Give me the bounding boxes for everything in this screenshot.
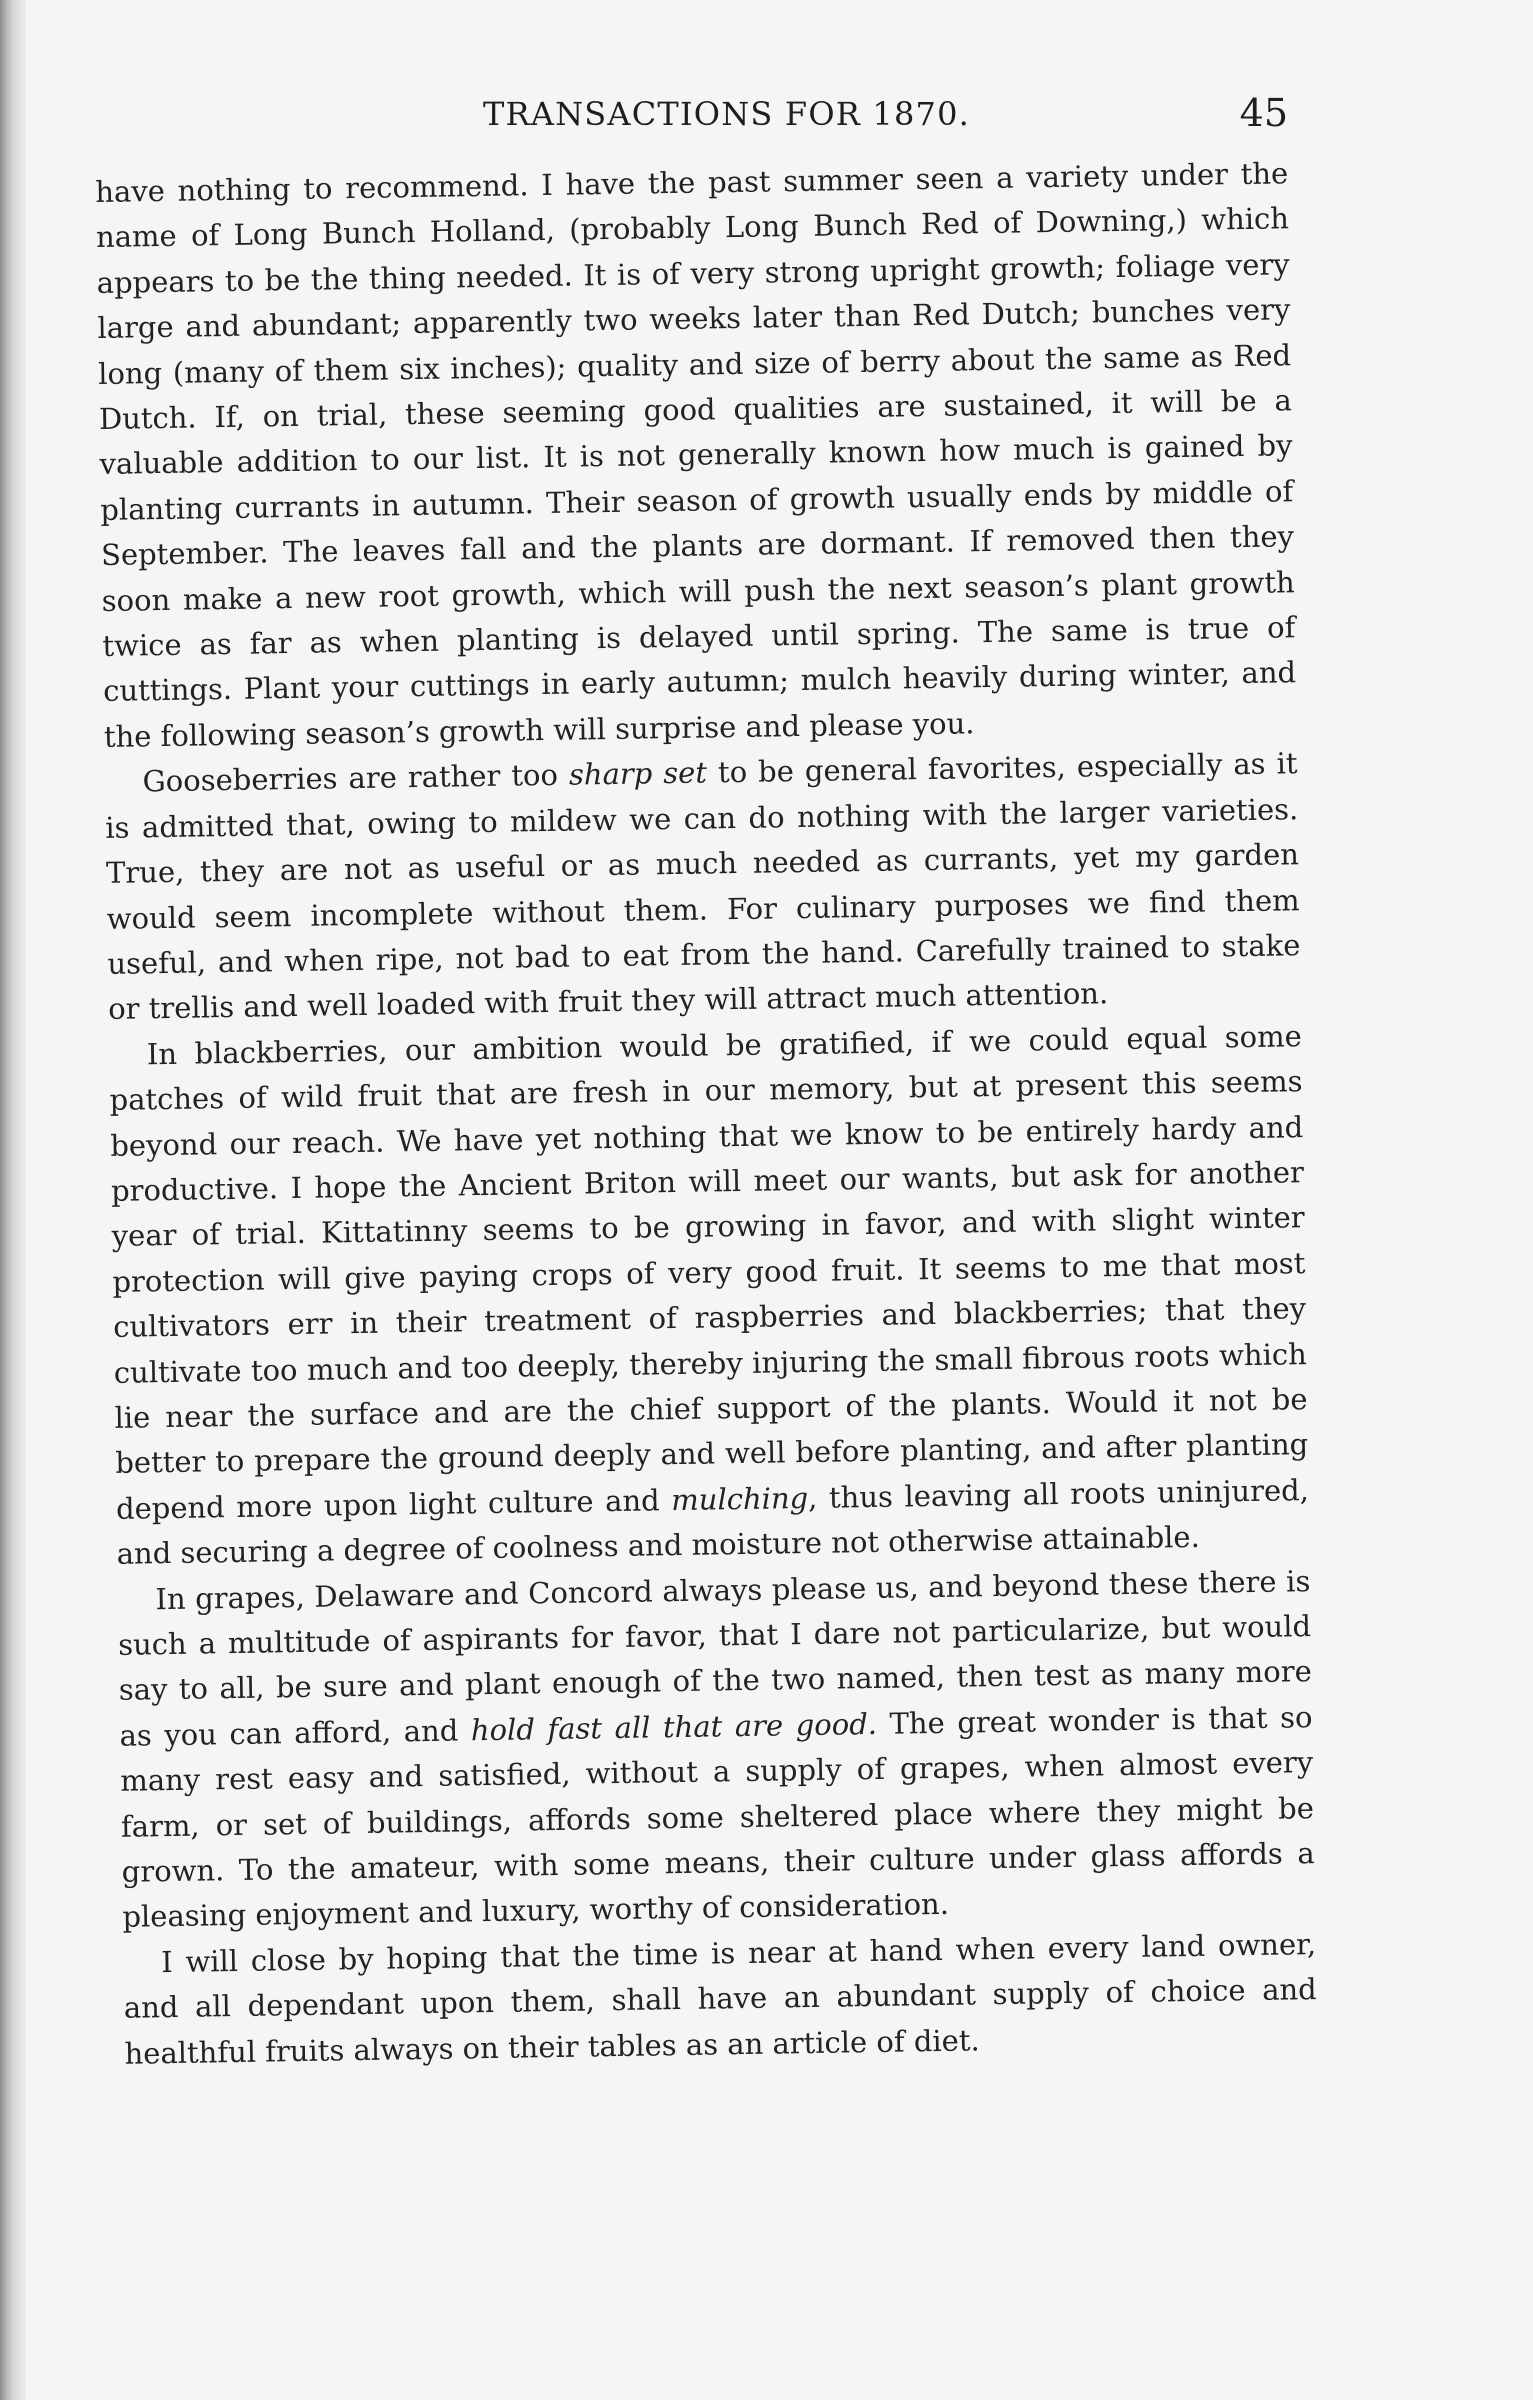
paragraph-currants [95,151,1297,760]
italic-phrase: sharp set [568,755,708,792]
page-gutter-shadow [0,0,26,2400]
paragraph-text: , thus leaving all roots uninjured, and securing a degree of coolness and moisture not otherwise attainable. [116,1472,1310,1572]
paragraph-text: The great wonder is that so many rest easy and satisfied, without a supply of grapes, when almost every farm, or set of buildings, affords some sheltered place where they might be grown. To the amateur, with some means, their culture under glass affords a pleasing enjoyment and luxury, worthy of consideration. [120,1699,1315,1935]
page-number: 45 [1239,91,1288,135]
paragraph-text: Gooseberries are rather too [142,757,570,799]
paragraph-text: In grapes, Delaware and Concord always please us, and beyond these there is such a multitude of aspirants for favor, that I dare not particularize, but would say to all, be sure and plant enough of the two named, then test as many more as you can afford, and [117,1563,1313,1753]
paragraph-blackberries [109,1014,1310,1578]
paragraph-text: In blackberries, our ambition would be gratified, if we could equal some patches of wild fruit that are fresh in our memory, but at present this seems beyond our reach. We have yet nothing that we know to be entirely hardy and productive. I hope the Ancient Briton will meet our wants, but ask for another year of trial. Kittatinny seems to be growing in favor, and with slight winter protection will give paying crops of very good fruit. It seems to me that most cultivators err in their treatment of raspberries and blackberries; that they cultivate too much and too deeply, thereby injuring the small fibrous roots which lie near the surface and are the chief support of the plants. Would it not be better to prepare the ground deeply and well before planting, and after planting depend more upon light culture and [109,1018,1309,1526]
paragraph-text: I will close by hoping that the time is near at hand when every land owner, and all dependant upon them, shall have an abundant supply of choice and healthful fruits always on their tables as an article of diet. [123,1926,1317,2071]
paragraph-text: to be general favorites, especially as it is admitted that, owing to mildew we can do nothing with the larger varieties. True, they are not as useful or as much needed as currants, yet my garden would seem incomplete without them. For culinary purposes we find them useful, and when ripe, not bad to eat from the hand. Carefully trained to stake or trellis and well loaded with fruit they will attract much attention. [105,746,1301,1027]
running-head: TRANSACTIONS FOR 1870. [482,95,971,133]
italic-phrase: mulching [671,1480,809,1517]
paragraph-text: have nothing to recommend. I have the past summer seen a variety under the name of Long Bunch Holland, (probably Long Bunch Red of Downing,) which appears to be the thing needed. It is of very strong upright growth; foliage very large and abundant; apparently two weeks later than Red Dutch; bunches very long (many of them six inches); quality and size of berry about the same as Red Dutch. If, on trial, these seeming good qualities are sustained, it will be a valuable addition to our list. It is not generally known how much is gained by planting currants in autumn. Their season of growth usually ends by middle of September. The leaves fall and the plants are dormant. If removed then they soon make a new root growth, which will push the next season’s plant growth twice as far as when planting is delayed until spring. The same is true of cuttings. Plant your cuttings in early autumn; mulch heavily during winter, and the following season’s growth will surprise and please you. [95,156,1297,754]
paragraph-grapes [117,1559,1316,1941]
paragraph-closing [123,1922,1318,2077]
paragraph-gooseberries [104,741,1301,1032]
body-text [95,151,1318,2077]
page-header [95,91,1288,145]
italic-phrase: hold fast all that are good. [470,1706,878,1748]
